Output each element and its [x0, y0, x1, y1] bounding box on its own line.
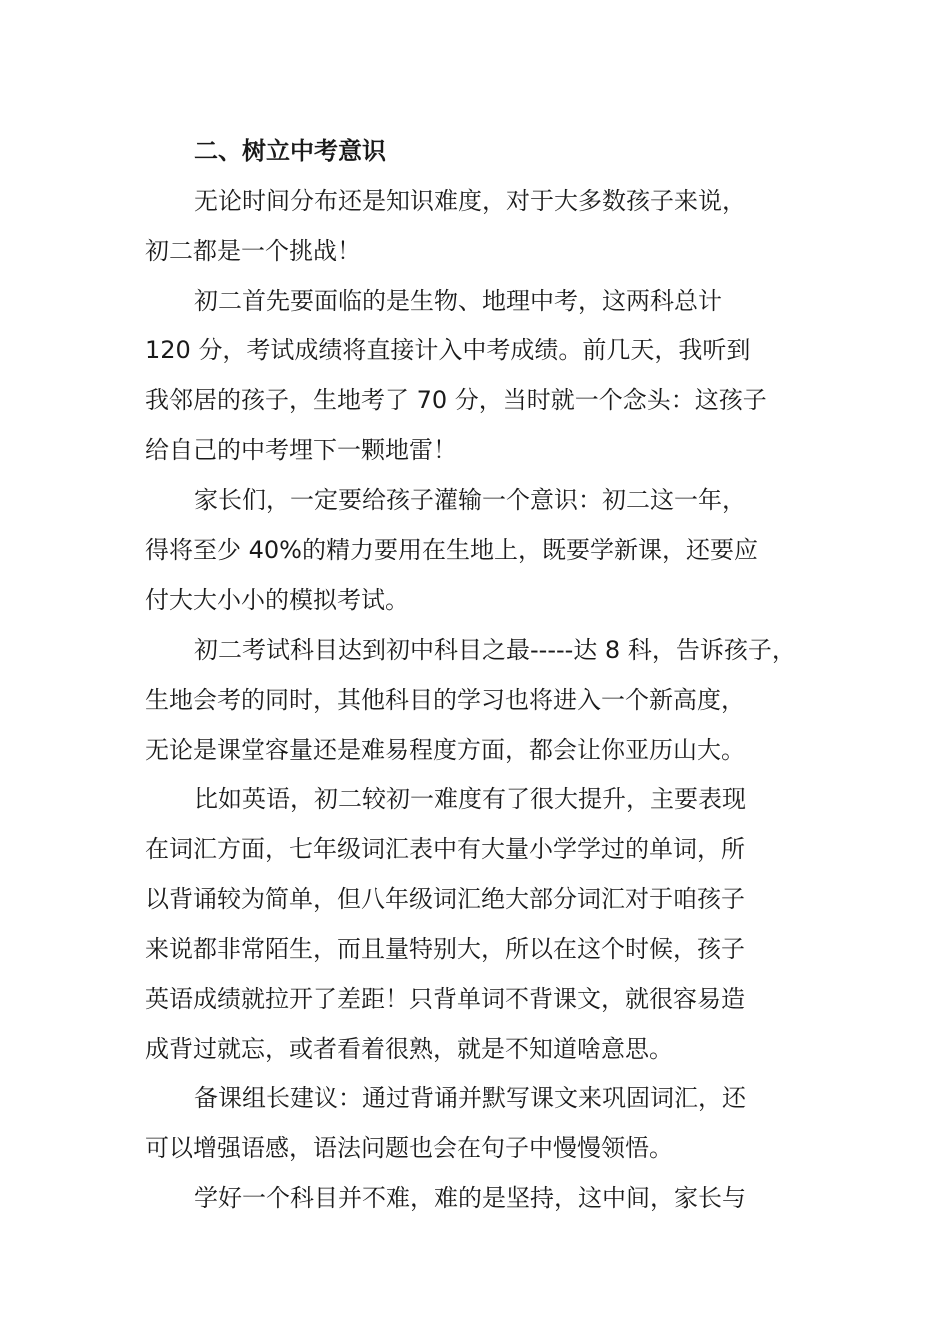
paragraph-line: 可以增强语感，语法问题也会在句子中慢慢领悟。 — [145, 1134, 673, 1162]
paragraph-line: 英语成绩就拉开了差距！只背单词不背课文，就很容易造 — [145, 985, 745, 1013]
paragraph-line: 初二都是一个挑战！ — [145, 237, 361, 265]
paragraph-line: 备课组长建议：通过背诵并默写课文来巩固词汇，还 — [194, 1084, 746, 1112]
paragraph-line: 初二考试科目达到初中科目之最-----达 8 科，告诉孩子， — [194, 636, 796, 664]
paragraph-line: 120 分，考试成绩将直接计入中考成绩。前几天，我听到 — [145, 336, 751, 364]
paragraph-line: 以背诵较为简单，但八年级词汇绝大部分词汇对于咱孩子 — [145, 885, 745, 913]
paragraph-line: 给自己的中考埋下一颗地雷！ — [145, 436, 457, 464]
paragraph-line: 学好一个科目并不难，难的是坚持，这中间，家长与 — [194, 1184, 746, 1212]
paragraph-line: 得将至少 40%的精力要用在生地上，既要学新课，还要应 — [145, 536, 758, 564]
paragraph-line: 初二首先要面临的是生物、地理中考，这两科总计 — [194, 287, 722, 315]
paragraph-line: 付大大小小的模拟考试。 — [145, 586, 409, 614]
paragraph-line: 家长们，一定要给孩子灌输一个意识：初二这一年， — [194, 486, 746, 514]
paragraph-line: 在词汇方面，七年级词汇表中有大量小学学过的单词，所 — [145, 835, 745, 863]
paragraph-line: 无论是课堂容量还是难易程度方面，都会让你亚历山大。 — [145, 736, 745, 764]
paragraph-line: 来说都非常陌生，而且量特别大，所以在这个时候，孩子 — [145, 935, 745, 963]
paragraph-line: 无论时间分布还是知识难度，对于大多数孩子来说， — [194, 187, 746, 215]
paragraph-line: 比如英语，初二较初一难度有了很大提升，主要表现 — [194, 785, 746, 813]
paragraph-line: 我邻居的孩子，生地考了 70 分，当时就一个念头：这孩子 — [145, 386, 767, 414]
section-heading: 二、树立中考意识 — [194, 137, 386, 165]
paragraph-line: 生地会考的同时，其他科目的学习也将进入一个新高度， — [145, 686, 745, 714]
paragraph-line: 成背过就忘，或者看着很熟，就是不知道啥意思。 — [145, 1035, 673, 1063]
